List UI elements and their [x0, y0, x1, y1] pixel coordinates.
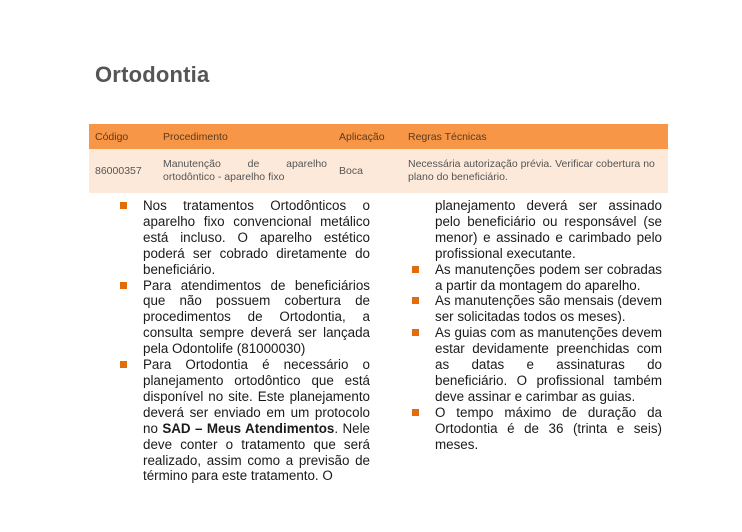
square-bullet-icon [412, 297, 419, 304]
header-code: Código [89, 124, 157, 149]
square-bullet-icon [120, 361, 127, 368]
header-rules: Regras Técnicas [402, 124, 668, 149]
list-item-text: As manutenções são mensais (devem ser solicitadas todos os meses). [435, 293, 663, 325]
list-item-text-start: Para Ortodontia é necessário o planejamento ortodôntico que está disponível no site. Este planejamento deverá ser enviado em um protocolo no [143, 357, 370, 436]
square-bullet-icon [120, 202, 127, 209]
square-bullet-icon [412, 266, 419, 273]
list-item [412, 262, 662, 294]
list-item [120, 357, 370, 484]
table-header-row [89, 124, 668, 149]
header-application: Aplicação [333, 124, 402, 149]
list-item-text-end: . Nele deve conter o tratamento que será realizado, assim como a previsão de término para este tratamento. O [143, 420, 371, 484]
left-column-list [120, 198, 370, 484]
list-item-text: As manutenções podem ser cobradas a partir da montagem do aparelho. [435, 261, 662, 293]
sad-meus-atendimentos: SAD – Meus Atendimentos [162, 420, 335, 436]
list-item-text: Nos tratamentos Ortodônticos o aparelho fixo convencional metálico está incluso. O aparelho estético poderá ser cobrado diretamente do beneficiário. [143, 198, 370, 277]
table-row [89, 149, 668, 193]
header-procedure: Procedimento [157, 124, 333, 149]
square-bullet-icon [412, 409, 419, 416]
cell-code: 86000357 [89, 149, 157, 193]
list-item [412, 405, 662, 453]
list-item-text: Para atendimentos de beneficiários que não possuem cobertura de procedimentos de Ortodontia, a consulta sempre deverá ser lançada pela Odontolife (81000030) [143, 277, 370, 357]
list-item [120, 278, 370, 358]
list-item [120, 198, 370, 278]
square-bullet-icon [120, 282, 127, 289]
procedures-table [89, 124, 668, 193]
continuation-text [412, 198, 662, 262]
list-item-text [143, 357, 370, 483]
list-item-text: planejamento deverá ser assinado pelo beneficiário ou responsável (se menor) e assinado e carimbado pelo profissional executante. [435, 198, 662, 261]
cell-application: Boca [333, 149, 402, 193]
cell-procedure: Manutenção de aparelho ortodôntico - aparelho fixo [157, 149, 333, 193]
cell-rules: Necessária autorização prévia. Verificar cobertura no plano do beneficiário. [402, 149, 668, 193]
page-title: Ortodontia [95, 62, 210, 87]
list-item [412, 325, 662, 405]
square-bullet-icon [412, 329, 419, 336]
right-column-list [412, 198, 662, 453]
list-item [412, 293, 662, 325]
list-item-text: As guias com as manutenções devem estar devidamente preenchidas com as datas e assinaturas do beneficiário. O profissional também deve assinar e carimbar as guias. [435, 325, 662, 404]
list-item-text: O tempo máximo de duração da Ortodontia é de 36 (trinta e seis) meses. [435, 404, 662, 452]
